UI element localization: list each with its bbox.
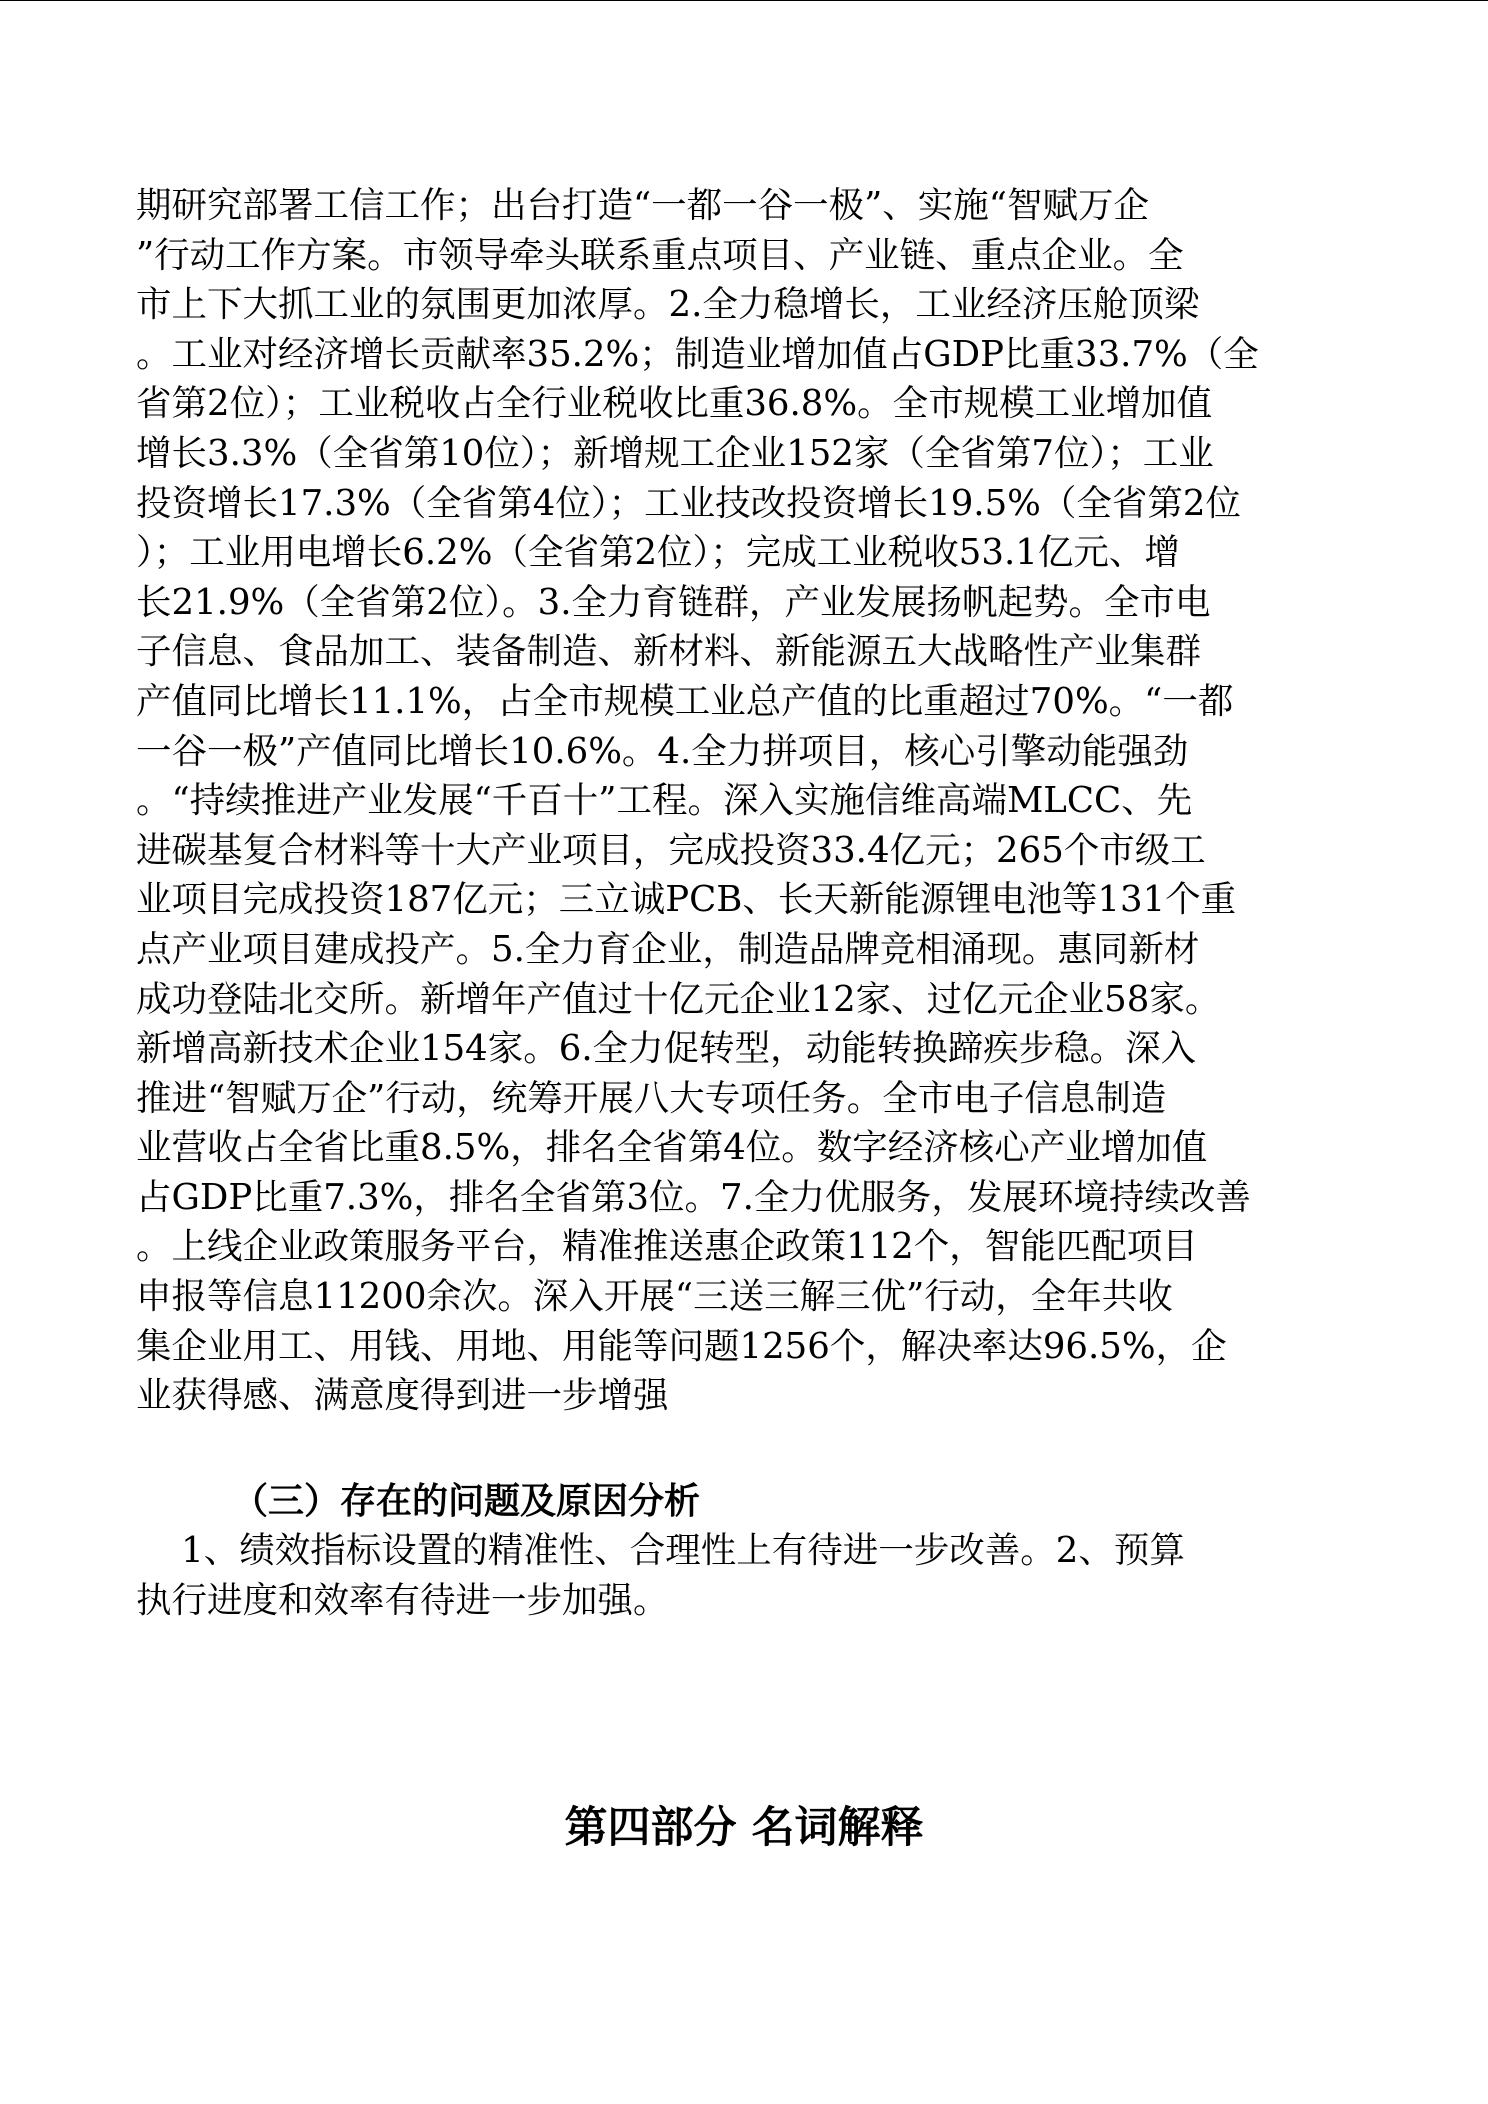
performance-results-paragraph: 期研究部署工信工作；出台打造“一都一谷一极”、实施“智赋万企 ”行动工作方案。市领导牵头联系重点项目、产业链、重点企业。全 市上下大抓工业的氛围更加浓厚。2.全力稳增长，工业经济压舱顶梁 。工业对经济增长贡献率35.2%；制造业增加值占GDP比重33.7%（全 省第2位）；工业税收占全行业税收比重36.8%。全市规模工业增加值 增长3.3%（全省第10位）；新增规工企业152家（全省第7位）；工业 投资增长17.3%（全省第4位）；工业技改投资增长19.5%（全省第2位 ）；工业用电增长6.2%（全省第2位）；完成工业税收53.1亿元、增 长21.9%（全省第2位）。3.全力育链群，产业发展扬帆起势。全市电 子信息、食品加工、装备制造、新材料、新能源五大战略性产业集群 产值同比增长11.1%，占全市规模工业总产值的比重超过70%。“一都 一谷一极”产值同比增长10.6%。4.全力拼项目，核心引擎动能强劲 。“持续推进产业发展“千百十”工程。深入实施信维高端MLCC、先 进碳基复合材料等十大产业项目，完成投资33.4亿元；265个市级工 业项目完成投资187亿元；三立诚PCB、长天新能源锂电池等131个重 点产业项目建成投产。5.全力育企业，制造品牌竞相涌现。惠同新材 成功登陆北交所。新增年产值过十亿元企业12家、过亿元企业58家。 新增高新技术企业154家。6.全力促转型，动能转换蹄疾步稳。深入 推进“智赋万企”行动，统筹开展八大专项任务。全市电子信息制造 业营收占全省比重8.5%，排名全省第4位。数字经济核心产业增加值 占GDP比重7.3%，排名全省第3位。7.全力优服务，发展环境持续改善 。上线企业政策服务平台，精准推送惠企政策112个，智能匹配项目 申报等信息11200余次。深入开展“三送三解三优”行动，全年共收 集企业用工、用钱、用地、用能等问题1256个，解决率达96.5%，企 业获得感、满意度得到进一步增强 (136, 185, 1259, 1417)
issues-paragraph: 1、绩效指标设置的精准性、合理性上有待进一步改善。2、预算 执行进度和效率有待进一步加强。 (136, 1530, 1185, 1621)
part-four-heading: 第四部分 名词解释 (564, 1803, 924, 1853)
section-heading-issues: （三）存在的问题及原因分析 (232, 1480, 701, 1522)
